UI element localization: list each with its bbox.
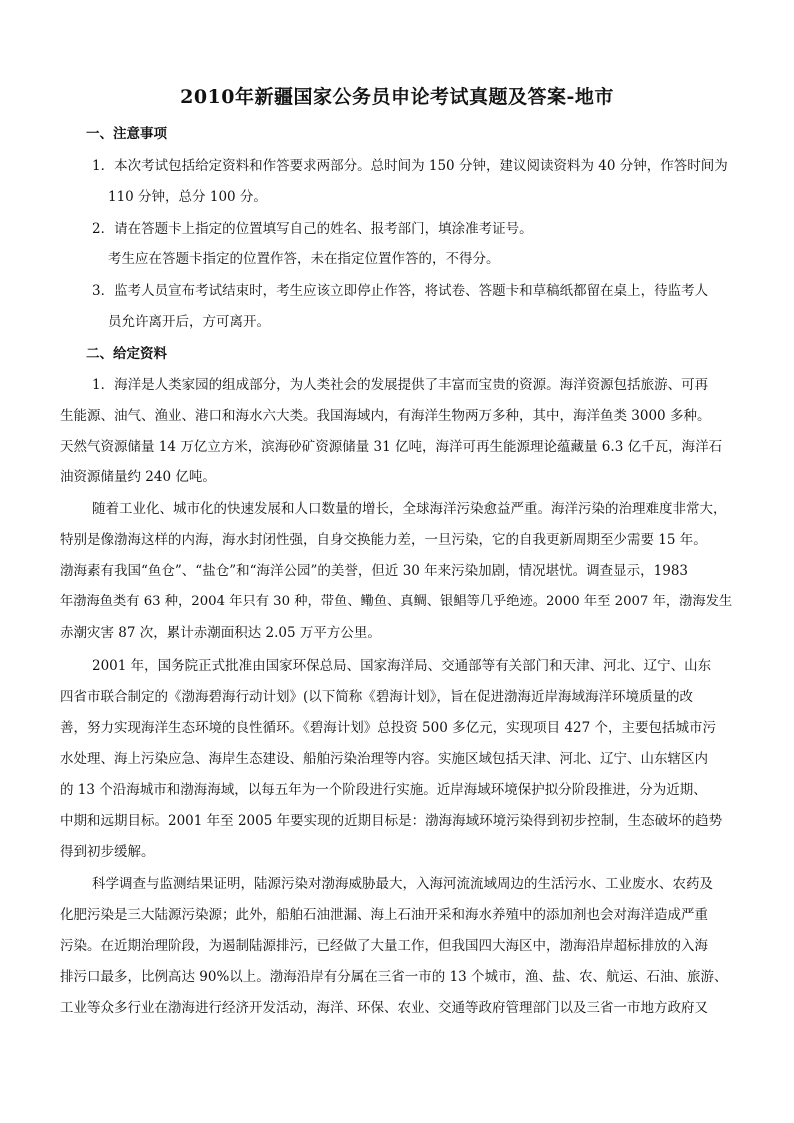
paragraph-line: 1．海洋是人类家园的组成部分，为人类社会的发展提供了丰富而宝贵的资源。海洋资源包括旅游、可再 bbox=[92, 377, 709, 393]
paragraph-line: 的 13 个沿海城市和渤海海域，以每五年为一个阶段进行实施。近岸海域环境保护拟分阶段推进，分为近期、 bbox=[60, 782, 707, 798]
paragraph-line: 赤潮灾害 87 次，累计赤潮面积达 2.05 万平方公里。 bbox=[60, 625, 381, 641]
paragraph-line: 生能源、油气、渔业、港口和海水六大类。我国海域内，有海洋生物两万多种，其中，海洋鱼类 3000 多种。 bbox=[60, 408, 711, 424]
paragraph-line: 科学调查与监测结果证明，陆源污染对渤海威胁最大，入海河流流域周边的生活污水、工业废水、农药及 bbox=[92, 876, 713, 892]
notes-item-1-line-2: 110 分钟，总分 100 分。 bbox=[108, 189, 267, 205]
paragraph-line: 善，努力实现海洋生态环境的良性循环。《碧海计划》总投资 500 多亿元，实现项目 427 个，主要包括城市污 bbox=[60, 720, 716, 736]
paragraph-line: 渤海素有我国“鱼仓”、“盐仓”和“海洋公园”的美誉，但近 30 年来污染加剧，情况堪忧。调查显示，1983 bbox=[60, 563, 689, 579]
notes-item-2-line-1: 2．请在答题卡上指定的位置填写自己的姓名、报考部门，填涂准考证号。 bbox=[92, 221, 533, 237]
paragraph-line: 天然气资源储量 14 万亿立方米，滨海砂矿资源储量 31 亿吨，海洋可再生能源理论蕴藏量 6.3 亿千瓦，海洋石 bbox=[60, 439, 723, 455]
section-heading-materials: 二、给定资料 bbox=[86, 346, 167, 362]
paragraph-line: 污染。在近期治理阶段，为遏制陆源排污，已经做了大量工作，但我国四大海区中，渤海沿岸超标排放的入海 bbox=[60, 938, 708, 954]
paragraph-line: 化肥污染是三大陆源污染源；此外，船舶石油泄漏、海上石油开采和海水养殖中的添加剂也会对海洋造成严重 bbox=[60, 907, 708, 923]
paragraph-line: 中期和远期目标。2001 年至 2005 年要实现的近期目标是：渤海海域环境污染得到初步控制，生态破坏的趋势 bbox=[60, 813, 723, 829]
paragraph-line: 年渤海鱼类有 63 种，2004 年只有 30 种，带鱼、鳓鱼、真鲷、银鲳等几乎绝迹。2000 年至 2007 年，渤海发生 bbox=[60, 594, 733, 609]
paragraph-line: 随着工业化、城市化的快速发展和人口数量的增长，全球海洋污染愈益严重。海洋污染的治理难度非常大， bbox=[92, 501, 727, 517]
notes-item-3-line-2: 员允许离开后，方可离开。 bbox=[108, 314, 270, 330]
paragraph-line: 特别是像渤海这样的内海，海水封闭性强，自身交换能力差，一旦污染，它的自我更新周期至少需要 15 年。 bbox=[60, 532, 707, 548]
document-title: 2010年新疆国家公务员申论考试真题及答案-地市 bbox=[180, 86, 614, 108]
paragraph-line: 工业等众多行业在渤海进行经济开发活动，海洋、环保、农业、交通等政府管理部门以及三省一市地方政府又 bbox=[60, 1000, 708, 1016]
notes-item-2-line-2: 考生应在答题卡指定的位置作答，未在指定位置作答的，不得分。 bbox=[108, 251, 500, 267]
paragraph-line: 排污口最多，比例高达 90%以上。渤海沿岸有分属在三省一市的 13 个城市，渔、盐、农、航运、石油、旅游、 bbox=[60, 969, 728, 985]
paragraph-line: 2001 年，国务院正式批准由国家环保总局、国家海洋局、交通部等有关部门和天津、河北、辽宁、山东 bbox=[92, 658, 712, 674]
section-heading-notes: 一、注意事项 bbox=[86, 126, 167, 142]
paragraph-line: 油资源储量约 240 亿吨。 bbox=[60, 469, 216, 485]
notes-item-1-line-1: 1．本次考试包括给定资料和作答要求两部分。总时间为 150 分钟，建议阅读资料为 40 分钟，作答时间为 bbox=[92, 158, 728, 174]
paragraph-line: 水处理、海上污染应急、海岸生态建设、船舶污染治理等内容。实施区域包括天津、河北、辽宁、山东辖区内 bbox=[60, 751, 708, 767]
paragraph-line: 得到初步缓解。 bbox=[60, 844, 155, 860]
paragraph-line: 四省市联合制定的《渤海碧海行动计划》(以下简称《碧海计划》，旨在促进渤海近岸海域海洋环境质量的改 bbox=[60, 689, 694, 705]
notes-item-3-line-1: 3．监考人员宣布考试结束时，考生应该立即停止作答，将试卷、答题卡和草稿纸都留在桌上，待监考人 bbox=[92, 283, 709, 299]
